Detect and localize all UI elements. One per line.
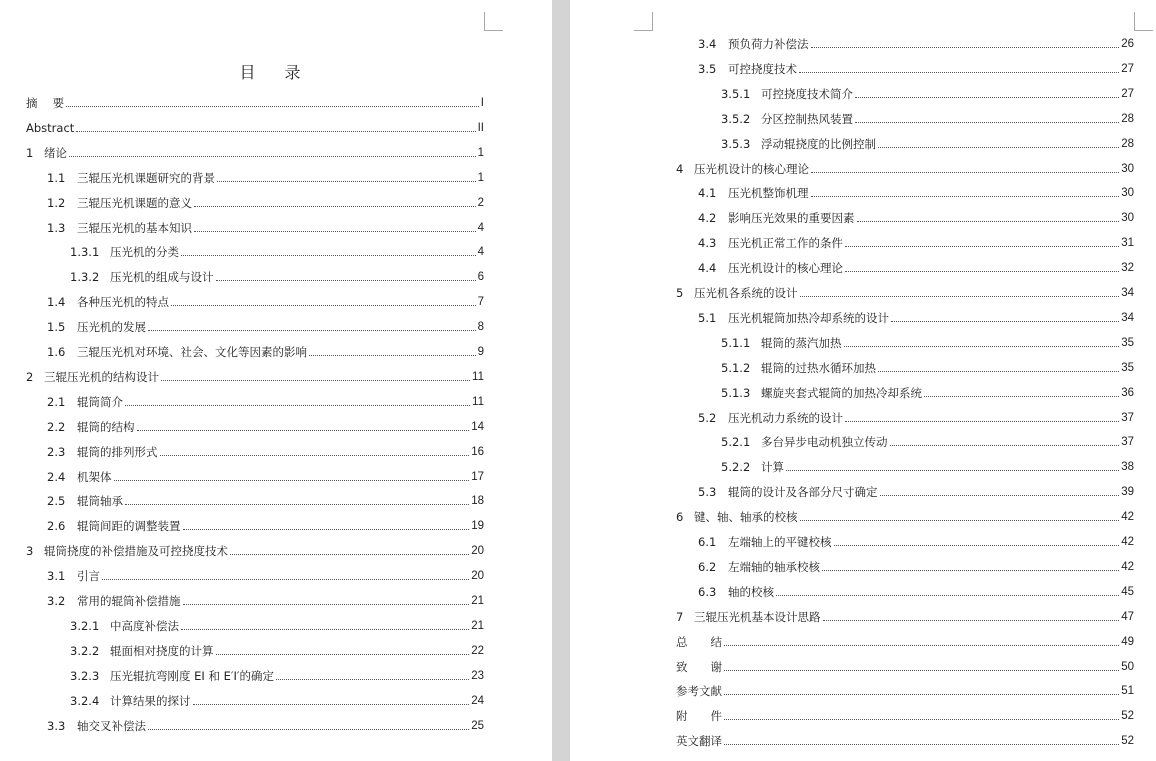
toc-dot-leader: [724, 744, 1119, 745]
toc-entry-title: 压光机的组成与设计: [110, 270, 214, 285]
toc-entry[interactable]: [70, 665, 484, 683]
toc-entry-title: 辊筒挠度的补偿措施及可控挠度技术: [44, 544, 228, 559]
toc-entry-title: 螺旋夹套式辊筒的加热冷却系统: [761, 385, 922, 400]
toc-entry-number: 3.2.3: [70, 668, 100, 683]
toc-entry[interactable]: [676, 656, 1134, 674]
toc-entry-number: 7: [676, 609, 684, 624]
toc-entry-number: 5.1.3: [721, 385, 751, 400]
toc-entry[interactable]: [721, 332, 1134, 350]
toc-entry-page-number: 20: [471, 545, 484, 558]
toc-entry-title: 辊筒轴承: [77, 494, 123, 509]
toc-entry-number: 3.2.1: [70, 618, 100, 633]
toc-entry-page-number: 14: [471, 420, 484, 433]
toc-entry-page-number: 24: [471, 694, 484, 707]
toc-entry[interactable]: [26, 366, 484, 384]
toc-dot-leader: [66, 106, 479, 107]
toc-entry-page-number: 36: [1121, 386, 1134, 399]
toc-entry-page-number: 1: [477, 146, 484, 159]
toc-entry[interactable]: [698, 481, 1134, 499]
toc-entry-title: 辊筒简介: [77, 394, 123, 409]
toc-entry-page-number: 51: [1121, 685, 1134, 698]
toc-entry-page-number: 21: [471, 595, 484, 607]
toc-entry[interactable]: [70, 241, 484, 259]
toc-dot-leader: [878, 147, 1119, 148]
toc-entry-number: 3.2.2: [70, 643, 100, 658]
toc-entry-title: 机架体: [77, 469, 112, 484]
toc-entry-page-number: 47: [1121, 610, 1134, 623]
toc-entry[interactable]: [70, 266, 484, 284]
toc-entry-title: 压光机动力系统的设计: [728, 410, 843, 425]
toc-entry[interactable]: [698, 407, 1134, 425]
toc-entry-number: 3.2: [47, 594, 66, 608]
toc-dot-leader: [216, 654, 470, 655]
toc-entry[interactable]: [721, 83, 1134, 101]
toc-entry-title: 压光机设计的核心理论: [694, 161, 809, 176]
toc-dot-leader: [845, 246, 1119, 247]
toc-dot-leader: [137, 430, 470, 431]
toc-entry-number: 3.5.1: [721, 86, 751, 101]
toc-entry-number: 1.3.2: [70, 270, 100, 285]
toc-entry-number: 2.4: [47, 469, 66, 484]
toc-entry-number: 4.1: [698, 186, 717, 201]
toc-entry-page-number: 35: [1121, 336, 1134, 349]
toc-entry-number: 6.3: [698, 584, 717, 599]
toc-entry-title: 轴的校核: [728, 584, 774, 599]
toc-entry[interactable]: [676, 282, 1134, 300]
toc-entry[interactable]: [47, 715, 484, 733]
toc-dot-leader: [823, 620, 1120, 621]
toc-entry-page-number: 42: [1121, 511, 1134, 524]
toc-entry[interactable]: [698, 581, 1134, 599]
toc-entry-page-number: 34: [1121, 311, 1134, 324]
toc-entry[interactable]: [47, 515, 484, 533]
toc-entry[interactable]: [26, 142, 484, 160]
toc-dot-leader: [845, 421, 1119, 422]
crop-mark-top-right: [1134, 12, 1153, 31]
toc-entry-title: 辊筒间距的调整装置: [77, 519, 181, 534]
toc-dot-leader: [855, 122, 1119, 123]
toc-entry-title: 各种压光机的特点: [77, 295, 169, 310]
toc-dot-leader: [811, 172, 1119, 173]
toc-entry[interactable]: [676, 631, 1134, 649]
toc-entry-title: 计算: [761, 460, 784, 475]
toc-entry[interactable]: [721, 357, 1134, 375]
toc-dot-leader: [160, 455, 470, 456]
toc-entry[interactable]: [70, 690, 484, 708]
toc-entry-title: 多台异步电动机独立传动: [761, 435, 888, 450]
toc-entry-title: 可控挠度技术简介: [761, 86, 853, 101]
toc-dot-leader: [857, 221, 1120, 222]
toc-entry[interactable]: [676, 158, 1134, 176]
toc-dot-leader: [181, 255, 476, 256]
toc-entry-page-number: 30: [1121, 162, 1134, 175]
toc-entry[interactable]: [47, 441, 484, 459]
toc-entry-page-number: 25: [471, 719, 484, 732]
toc-entry-page-number: 45: [1121, 585, 1134, 598]
toc-entry-number: 1.3.1: [70, 245, 100, 260]
toc-entry-page-number: 30: [1121, 187, 1134, 200]
toc-entry-page-number: 6: [477, 271, 484, 284]
toc-entry-number: 4.3: [698, 236, 717, 251]
toc-entry[interactable]: [26, 92, 484, 110]
toc-entry-title: 压光机各系统的设计: [694, 286, 798, 300]
toc-entry[interactable]: [47, 217, 484, 235]
toc-entry-title: 影响压光效果的重要因素: [728, 211, 855, 226]
toc-dot-leader: [171, 305, 476, 306]
toc-entry-number: 5.2: [698, 410, 717, 425]
toc-entry[interactable]: [698, 182, 1134, 200]
toc-entry-page-number: 21: [471, 619, 484, 632]
toc-entry-page-number: 16: [471, 445, 484, 458]
toc-dot-leader: [216, 280, 476, 281]
toc-dot-leader: [800, 296, 1120, 297]
toc-entry-page-number: 2: [477, 196, 484, 209]
toc-entry-page-number: 28: [1121, 137, 1134, 150]
toc-entry[interactable]: [47, 466, 484, 484]
toc-entry-title: 三辊压光机的结构设计: [44, 369, 159, 384]
toc-entry-page-number: 22: [471, 644, 484, 657]
toc-entry[interactable]: [721, 108, 1134, 126]
toc-entry-number: 3: [26, 544, 34, 559]
toc-entry-page-number: 42: [1121, 560, 1134, 573]
toc-entry-page-number: 50: [1121, 660, 1134, 673]
toc-entry-title: 压光机的分类: [110, 245, 179, 260]
toc-entry-page-number: 31: [1121, 237, 1134, 250]
toc-entry-page-number: 18: [471, 495, 484, 508]
toc-entry[interactable]: [676, 506, 1134, 524]
toc-entry-number: 1.1: [47, 170, 66, 185]
toc-dot-leader: [845, 271, 1119, 272]
toc-entry-page-number: 37: [1121, 436, 1134, 449]
toc-entry-number: 3.5.2: [721, 111, 751, 126]
toc-entry[interactable]: [698, 232, 1134, 250]
toc-entry-number: 5.3: [698, 485, 717, 500]
toc-dot-leader: [880, 495, 1120, 496]
toc-dot-leader: [217, 181, 476, 182]
toc-entry-number: 2.3: [47, 444, 66, 459]
toc-entry-title: 预负荷力补偿法: [728, 37, 809, 51]
toc-entry-page-number: 7: [477, 296, 484, 309]
toc-entry-title: 三辊压光机基本设计思路: [694, 609, 821, 624]
toc-dot-leader: [834, 545, 1120, 546]
toc-entry[interactable]: [676, 606, 1134, 624]
toc-entry-title: Abstract: [26, 120, 75, 135]
toc-entry[interactable]: [721, 382, 1134, 400]
toc-dot-leader: [194, 231, 476, 232]
toc-dot-leader: [724, 694, 1119, 695]
toc-entry[interactable]: [47, 490, 484, 508]
crop-mark-top-left: [634, 12, 653, 31]
toc-dot-leader: [309, 355, 476, 356]
toc-entry-number: 5.1.2: [721, 360, 751, 375]
toc-dot-leader: [878, 371, 1119, 372]
toc-entry-number: 2.6: [47, 519, 66, 534]
toc-entry-title: 三辊压光机课题的意义: [77, 195, 192, 210]
toc-dot-leader: [724, 645, 1119, 646]
toc-entry-page-number: 4: [477, 221, 484, 234]
toc-dot-leader: [799, 72, 1119, 73]
toc-entry-title: 计算结果的探讨: [110, 693, 191, 708]
toc-entry-number: 1.5: [47, 320, 66, 335]
toc-entry[interactable]: [47, 590, 484, 608]
toc-entry-title: 辊面相对挠度的计算: [110, 643, 214, 658]
toc-entry-number: 3.5: [698, 61, 717, 76]
toc-dot-leader: [148, 330, 476, 331]
toc-entry[interactable]: [70, 615, 484, 633]
toc-entry-title: 左端轴上的平键校核: [728, 535, 832, 549]
toc-entry-title: 三辊压光机对环境、社会、文化等因素的影响: [77, 345, 307, 359]
toc-entry-number: 2: [26, 369, 34, 384]
toc-entry[interactable]: [47, 565, 484, 583]
toc-dot-leader: [69, 156, 476, 157]
toc-entry[interactable]: [721, 133, 1134, 151]
toc-dot-leader: [183, 529, 470, 530]
toc-entry-page-number: 34: [1121, 287, 1134, 299]
toc-entry-page-number: 19: [471, 520, 484, 533]
toc-dot-leader: [811, 47, 1120, 48]
toc-dot-leader: [181, 629, 469, 630]
toc-entry-page-number: 8: [477, 321, 484, 334]
toc-entry-number: 3.3: [47, 718, 66, 733]
toc-entry-title: 绪论: [44, 145, 67, 160]
toc-entry-page-number: 27: [1121, 62, 1134, 75]
toc-entry[interactable]: [721, 431, 1134, 449]
toc-dot-leader: [102, 579, 469, 580]
toc-entry-title: 轴交叉补偿法: [77, 718, 146, 733]
toc-dot-leader: [724, 719, 1119, 720]
toc-entry[interactable]: [721, 456, 1134, 474]
toc-entry-title: 浮动辊挠度的比例控制: [761, 136, 876, 151]
toc-entry-number: 3.5.3: [721, 136, 751, 151]
toc-dot-leader: [76, 131, 475, 132]
toc-dot-leader: [161, 380, 470, 381]
toc-entry-title: 压光机辊筒加热冷却系统的设计: [728, 310, 889, 325]
toc-entry[interactable]: [47, 291, 484, 309]
toc-entry[interactable]: [698, 207, 1134, 225]
toc-entry-number: 1.6: [47, 345, 66, 359]
toc-entry-title: 分区控制热风装置: [761, 111, 853, 126]
toc-entry[interactable]: [698, 531, 1134, 549]
toc-entry-title: 压光机正常工作的条件: [728, 236, 843, 251]
toc-entry-page-number: 39: [1121, 486, 1134, 499]
toc-entry-title: 致 谢: [676, 659, 722, 674]
toc-entry-title: 辊筒的排列形式: [77, 444, 158, 459]
toc-entry-title: 三辊压光机课题研究的背景: [77, 170, 215, 185]
toc-entry[interactable]: [70, 640, 484, 658]
toc-entry-title: 键、轴、轴承的校核: [694, 510, 798, 525]
toc-entry-title: 常用的辊筒补偿措施: [77, 594, 181, 608]
toc-title: 目 录: [239, 63, 313, 82]
toc-entry-title: 压光机的发展: [77, 320, 146, 335]
toc-entry[interactable]: [26, 117, 484, 135]
toc-entry-page-number: 42: [1121, 536, 1134, 548]
toc-entry[interactable]: [676, 705, 1134, 723]
toc-dot-leader: [924, 396, 1119, 397]
document-page-left: [0, 0, 552, 761]
toc-entry-number: 1: [26, 145, 34, 160]
toc-entry-page-number: 11: [472, 395, 484, 408]
toc-entry-number: 4.2: [698, 211, 717, 226]
toc-entry-title: 压光辊抗弯刚度 EI 和 E′I′的确定: [110, 668, 275, 683]
document-page-right: [570, 0, 1156, 761]
toc-entry-number: 5.2.2: [721, 460, 751, 475]
toc-dot-leader: [786, 470, 1119, 471]
toc-entry-page-number: 30: [1121, 212, 1134, 225]
toc-entry[interactable]: [698, 58, 1134, 76]
toc-dot-leader: [276, 679, 469, 680]
toc-entry-page-number: 37: [1121, 411, 1134, 424]
toc-entry-page-number: 9: [477, 346, 484, 358]
toc-dot-leader: [811, 196, 1120, 197]
toc-entry-title: 辊筒的结构: [77, 419, 135, 434]
toc-entry-page-number: 52: [1121, 735, 1134, 748]
toc-dot-leader: [194, 206, 476, 207]
toc-entry-page-number: 52: [1121, 710, 1134, 723]
toc-entry-number: 4: [676, 161, 684, 176]
toc-entry-title: 参考文献: [676, 684, 722, 699]
toc-entry-number: 2.5: [47, 494, 66, 509]
toc-entry-title: 附 件: [676, 709, 722, 724]
toc-entry[interactable]: [47, 167, 484, 185]
toc-entry-number: 5: [676, 286, 684, 300]
toc-entry-page-number: 32: [1121, 262, 1134, 275]
toc-entry[interactable]: [676, 680, 1134, 698]
toc-dot-leader: [183, 604, 470, 605]
toc-dot-leader: [890, 445, 1120, 446]
toc-dot-leader: [193, 704, 470, 705]
toc-entry-number: 5.2.1: [721, 435, 751, 450]
toc-entry-number: 5.1: [698, 310, 717, 325]
toc-dot-leader: [125, 504, 469, 505]
toc-entry-number: 3.1: [47, 569, 66, 584]
toc-entry[interactable]: [698, 556, 1134, 574]
toc-entry-page-number: 27: [1121, 87, 1134, 100]
toc-entry-number: 2.1: [47, 394, 66, 409]
toc-entry-page-number: 11: [472, 370, 484, 383]
toc-entry-title: 可控挠度技术: [728, 61, 797, 76]
toc-dot-leader: [822, 570, 1119, 571]
toc-entry-page-number: I: [480, 97, 484, 109]
toc-entry-number: 5.1.1: [721, 335, 751, 350]
toc-entry-number: 3.2.4: [70, 693, 100, 708]
toc-dot-leader: [114, 480, 470, 481]
toc-entry-title: 总 结: [676, 634, 722, 649]
toc-entry[interactable]: [698, 33, 1134, 51]
toc-entry[interactable]: [47, 341, 484, 359]
toc-dot-leader: [891, 321, 1119, 322]
toc-entry-number: 2.2: [47, 419, 66, 434]
toc-entry-title: 辊筒的过热水循环加热: [761, 360, 876, 375]
toc-entry[interactable]: [698, 257, 1134, 275]
toc-entry[interactable]: [26, 540, 484, 558]
toc-dot-leader: [844, 346, 1120, 347]
toc-dot-leader: [776, 595, 1119, 596]
toc-entry-page-number: 4: [477, 246, 484, 259]
toc-entry-page-number: 26: [1121, 38, 1134, 50]
toc-entry-page-number: 1: [477, 171, 484, 184]
toc-entry-page-number: 23: [471, 669, 484, 682]
toc-dot-leader: [855, 97, 1119, 98]
toc-entry[interactable]: [47, 416, 484, 434]
toc-entry-title: 中高度补偿法: [110, 618, 179, 633]
crop-mark-top-right: [484, 12, 503, 31]
toc-entry-title: 压光机整饰机理: [728, 186, 809, 201]
toc-entry-title: 压光机设计的核心理论: [728, 261, 843, 276]
toc-entry-page-number: 28: [1121, 112, 1134, 125]
toc-dot-leader: [230, 554, 469, 555]
toc-entry-page-number: II: [477, 121, 484, 134]
toc-entry-title: 三辊压光机的基本知识: [77, 220, 192, 235]
toc-entry-page-number: 20: [471, 570, 484, 583]
toc-entry-number: 1.3: [47, 220, 66, 235]
toc-entry-number: 6.1: [698, 535, 717, 549]
toc-dot-leader: [724, 670, 1119, 671]
toc-entry[interactable]: [676, 730, 1134, 748]
toc-entry-title: 摘 要: [26, 96, 65, 110]
toc-entry[interactable]: [698, 307, 1134, 325]
toc-entry-title: 左端轴的轴承校核: [728, 559, 820, 574]
toc-entry-number: 3.4: [698, 37, 717, 51]
toc-entry-number: 1.4: [47, 295, 66, 310]
toc-entry-number: 6: [676, 510, 684, 525]
toc-entry-page-number: 17: [471, 470, 484, 483]
toc-entry-title: 辊筒的设计及各部分尺寸确定: [728, 485, 878, 500]
toc-entry-title: 引言: [77, 569, 100, 584]
toc-entry-number: 1.2: [47, 195, 66, 210]
toc-entry-title: 英文翻译: [676, 734, 722, 749]
toc-entry-page-number: 35: [1121, 361, 1134, 374]
toc-entry-number: 4.4: [698, 261, 717, 276]
toc-dot-leader: [125, 405, 470, 406]
toc-entry-page-number: 49: [1121, 635, 1134, 648]
toc-entry[interactable]: [47, 316, 484, 334]
toc-entry[interactable]: [47, 391, 484, 409]
toc-entry-page-number: 38: [1121, 461, 1134, 474]
toc-entry-number: 6.2: [698, 559, 717, 574]
toc-dot-leader: [800, 520, 1120, 521]
toc-dot-leader: [148, 729, 469, 730]
toc-entry[interactable]: [47, 192, 484, 210]
toc-entry-title: 辊筒的蒸汽加热: [761, 335, 842, 350]
